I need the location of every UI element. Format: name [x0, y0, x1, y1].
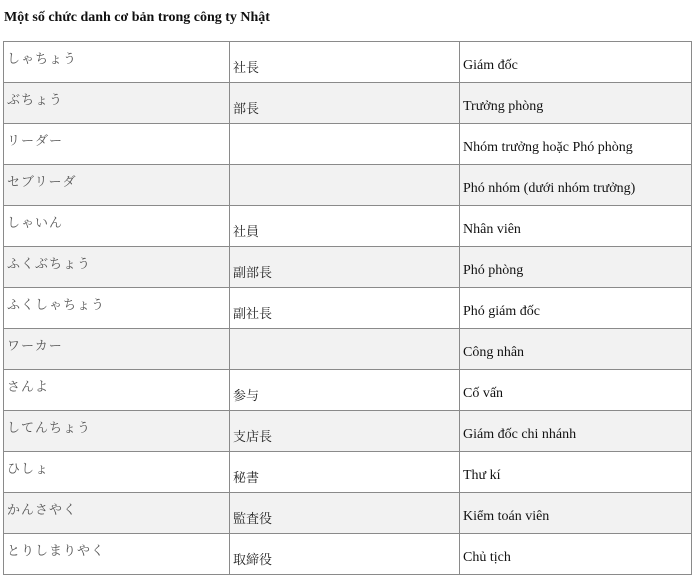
kanji-cell: 副社長: [230, 288, 460, 329]
table-row: [4, 411, 692, 452]
kana-cell: セブリーダ: [4, 165, 230, 206]
vietnamese-cell: Công nhân: [460, 329, 692, 370]
vietnamese-cell: Cố vấn: [460, 370, 692, 411]
kana-cell: ぶちょう: [4, 83, 230, 124]
kanji-cell: 監査役: [230, 493, 460, 534]
vietnamese-cell: Chủ tịch: [460, 534, 692, 575]
vietnamese-cell: Nhân viên: [460, 206, 692, 247]
vietnamese-cell: Phó phòng: [460, 247, 692, 288]
vietnamese-cell: Phó nhóm (dưới nhóm trưởng): [460, 165, 692, 206]
kanji-cell: [230, 329, 460, 370]
kana-cell: とりしまりやく: [4, 534, 230, 575]
table-row: [4, 370, 692, 411]
kana-cell: してんちょう: [4, 411, 230, 452]
kanji-cell: 社員: [230, 206, 460, 247]
vietnamese-cell: Kiểm toán viên: [460, 493, 692, 534]
job-titles-table: [3, 41, 692, 575]
kana-cell: ひしょ: [4, 452, 230, 493]
vietnamese-cell: Giám đốc: [460, 42, 692, 83]
table-row: [4, 124, 692, 165]
table-row: [4, 493, 692, 534]
kanji-cell: 支店長: [230, 411, 460, 452]
table-row: [4, 83, 692, 124]
table-row: [4, 288, 692, 329]
kanji-cell: 部長: [230, 83, 460, 124]
table-row: [4, 42, 692, 83]
vietnamese-cell: Nhóm trưởng hoặc Phó phòng: [460, 124, 692, 165]
kana-cell: リーダー: [4, 124, 230, 165]
kana-cell: ふくぶちょう: [4, 247, 230, 288]
kana-cell: かんさやく: [4, 493, 230, 534]
kanji-cell: 参与: [230, 370, 460, 411]
kana-cell: しゃいん: [4, 206, 230, 247]
kana-cell: ワーカー: [4, 329, 230, 370]
kanji-cell: 秘書: [230, 452, 460, 493]
vietnamese-cell: Giám đốc chi nhánh: [460, 411, 692, 452]
kanji-cell: 社長: [230, 42, 460, 83]
table-row: [4, 329, 692, 370]
table-row: [4, 534, 692, 575]
kanji-cell: 取締役: [230, 534, 460, 575]
kanji-cell: [230, 165, 460, 206]
kanji-cell: 副部長: [230, 247, 460, 288]
table-row: [4, 247, 692, 288]
kanji-cell: [230, 124, 460, 165]
kana-cell: さんよ: [4, 370, 230, 411]
vietnamese-cell: Trưởng phòng: [460, 83, 692, 124]
vietnamese-cell: Thư kí: [460, 452, 692, 493]
table-row: [4, 452, 692, 493]
table-row: [4, 206, 692, 247]
vietnamese-cell: Phó giám đốc: [460, 288, 692, 329]
table-row: [4, 165, 692, 206]
kana-cell: しゃちょう: [4, 42, 230, 83]
page-title: Một số chức danh cơ bản trong công ty Nhật: [4, 10, 270, 25]
kana-cell: ふくしゃちょう: [4, 288, 230, 329]
